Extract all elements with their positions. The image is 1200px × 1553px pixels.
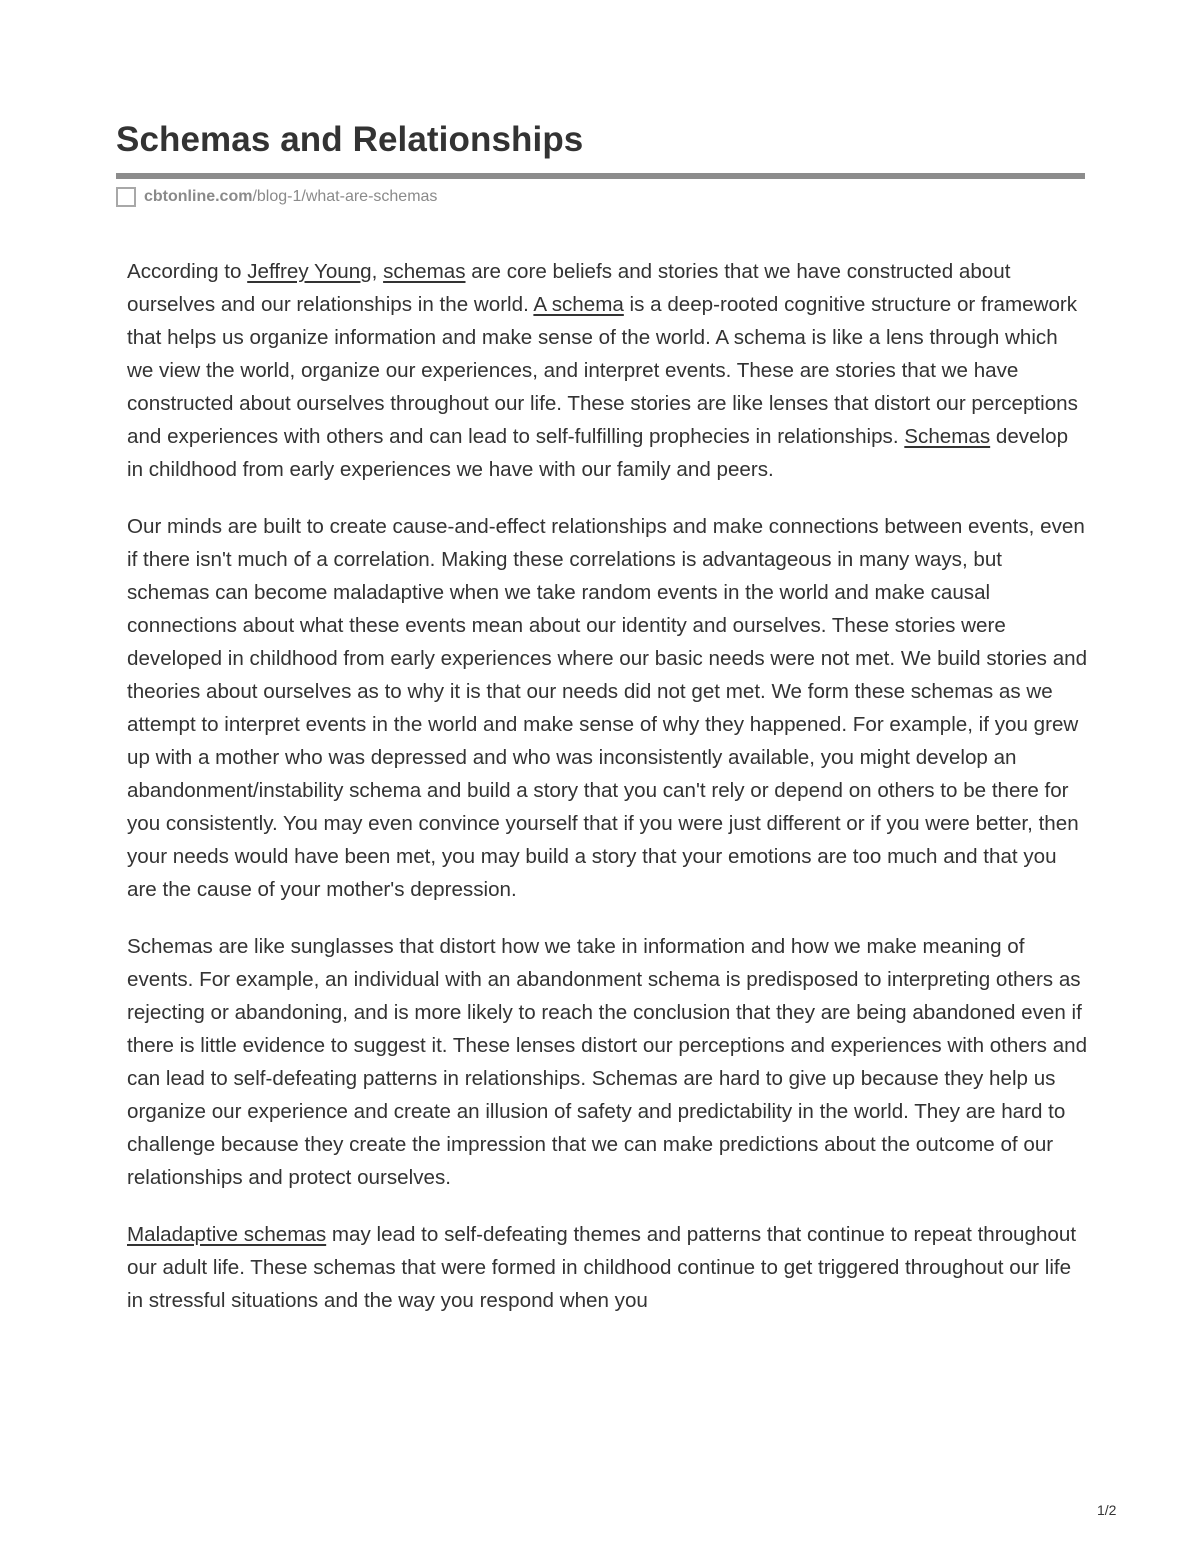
body-paragraph — [127, 510, 1089, 906]
paragraph-text: Our minds are built to create cause-and-effect relationships and make connections between events, even if there isn't much of a correlation. Making these correlations is advantageous in many ways, but schemas can become maladaptive when we take random events in the world and make causal connections about what these events mean about our identity and ourselves. These stories were developed in childhood from early experiences where our basic needs were not met. We build stories and theories about ourselves as to why it is that our needs did not get met. We form these schemas as we attempt to interpret events in the world and make sense of why they happened. For example, if you grew up with a mother who was depressed and who was inconsistently available, you might develop an abandonment/instability schema and build a story that you can't rely or depend on others to be there for you consistently. You may even convince yourself that if you were just different or if you were better, then your needs would have been met, you may build a story that your emotions are too much and that you are the cause of your mother's depression. — [127, 515, 1088, 901]
page-number: 1/2 — [1097, 1502, 1117, 1518]
body-paragraph — [127, 255, 1089, 486]
paragraph-text: According to — [127, 260, 248, 283]
paragraph-text: develop in childhood from early experiences we have with our family and peers. — [127, 425, 1069, 481]
body-paragraph — [127, 1218, 1089, 1317]
article-body — [127, 255, 1089, 1341]
inline-link[interactable]: Maladaptive schemas — [127, 1223, 327, 1246]
inline-link[interactable]: schemas — [383, 260, 466, 283]
paragraph-text: is a deep-rooted cognitive structure or framework that helps us organize information and make sense of the world. A schema is like a lens through which we view the world, organize our experiences, and interpret events. These are stories that we have constructed about ourselves throughout our life. These stories are like lenses that distort our perceptions and experiences with others and can lead to self-fulfilling prophecies in relationships. — [127, 293, 1078, 448]
inline-link[interactable]: Jeffrey Young — [247, 260, 372, 283]
page-title: Schemas and Relationships — [116, 120, 584, 159]
paragraph-text: may lead to self-defeating themes and patterns that continue to repeat throughout our adult life. These schemas that were formed in childhood continue to get triggered throughout our life in stressful situations and the way you respond when you — [127, 1223, 1077, 1312]
source-domain: cbtonline.com — [144, 188, 253, 205]
source-url-text — [144, 188, 437, 206]
inline-link[interactable]: Schemas — [904, 425, 991, 448]
source-url[interactable] — [116, 185, 437, 209]
favicon-icon — [116, 187, 136, 207]
inline-link[interactable]: A schema — [533, 293, 624, 316]
title-divider — [116, 173, 1085, 179]
paragraph-text: Schemas are like sunglasses that distort how we take in information and how we make meaning of events. For example, an individual with an abandonment schema is predisposed to interpreting others as rejecting or abandoning, and is more likely to reach the conclusion that they are being abandoned even if there is little evidence to suggest it. These lenses distort our perceptions and experiences with others and can lead to self-defeating patterns in relationships. Schemas are hard to give up because they help us organize our experience and create an illusion of safety and predictability in the world. They are hard to challenge because they create the impression that we can make predictions about the outcome of our relationships and protect ourselves. — [127, 935, 1088, 1189]
paragraph-text: are core beliefs and stories that we have constructed about ourselves and our relationships in the world. — [127, 260, 1011, 316]
paragraph-text: , — [371, 260, 384, 283]
body-paragraph — [127, 930, 1089, 1194]
source-path: /blog-1/what-are-schemas — [252, 188, 438, 205]
